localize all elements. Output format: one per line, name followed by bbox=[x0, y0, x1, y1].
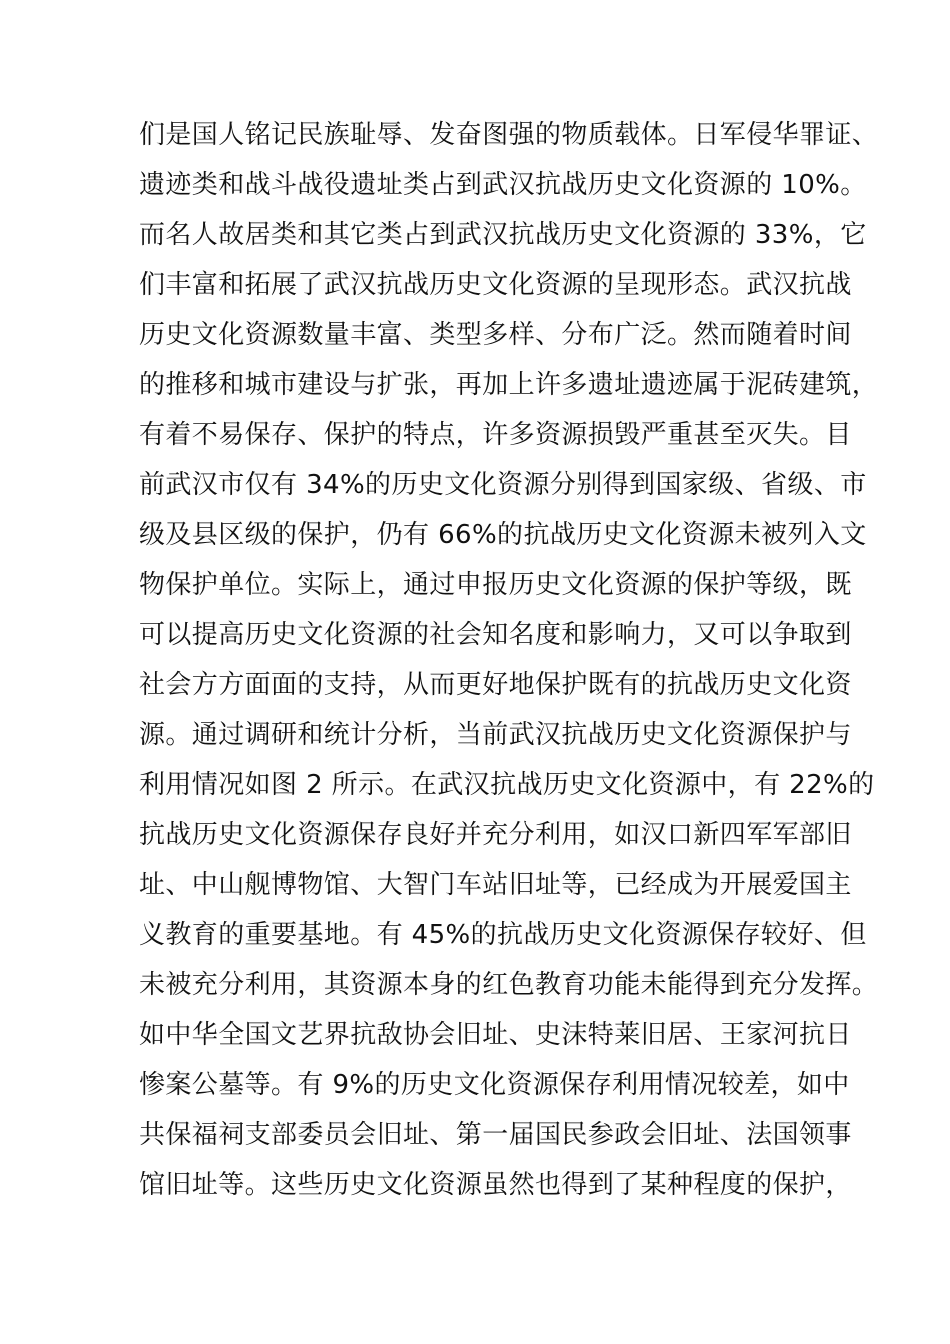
text-line: 历史文化资源数量丰富、类型多样、分布广泛。然而随着时间 bbox=[139, 320, 852, 350]
text-line: 的推移和城市建设与扩张，再加上许多遗址遗迹属于泥砖建筑， bbox=[139, 370, 879, 400]
text-line: 可以提高历史文化资源的社会知名度和影响力，又可以争取到 bbox=[139, 620, 852, 650]
text-line: 抗战历史文化资源保存良好并充分利用，如汉口新四军军部旧 bbox=[139, 820, 852, 850]
text-line: 而名人故居类和其它类占到武汉抗战历史文化资源的 33%，它 bbox=[139, 220, 867, 250]
text-line: 利用情况如图 2 所示。在武汉抗战历史文化资源中，有 22%的 bbox=[139, 770, 875, 800]
text-line: 址、中山舰博物馆、大智门车站旧址等，已经成为开展爱国主 bbox=[139, 870, 852, 900]
text-line: 如中华全国文艺界抗敌协会旧址、史沫特莱旧居、王家河抗日 bbox=[139, 1020, 852, 1050]
text-line: 共保福祠支部委员会旧址、第一届国民参政会旧址、法国领事 bbox=[139, 1120, 852, 1150]
text-line: 们是国人铭记民族耻辱、发奋图强的物质载体。日军侵华罪证、 bbox=[139, 120, 879, 150]
body-paragraph bbox=[139, 110, 879, 1210]
text-line: 馆旧址等。这些历史文化资源虽然也得到了某种程度的保护， bbox=[139, 1170, 852, 1200]
text-line: 级及县区级的保护，仍有 66%的抗战历史文化资源未被列入文 bbox=[139, 520, 867, 550]
text-line: 前武汉市仅有 34%的历史文化资源分别得到国家级、省级、市 bbox=[139, 470, 867, 500]
text-line: 义教育的重要基地。有 45%的抗战历史文化资源保存较好、但 bbox=[139, 920, 867, 950]
text-line: 遗迹类和战斗战役遗址类占到武汉抗战历史文化资源的 10%。 bbox=[139, 170, 867, 200]
text-line: 有着不易保存、保护的特点，许多资源损毁严重甚至灭失。目 bbox=[139, 420, 852, 450]
text-line: 物保护单位。实际上，通过申报历史文化资源的保护等级，既 bbox=[139, 570, 852, 600]
text-line: 源。通过调研和统计分析，当前武汉抗战历史文化资源保护与 bbox=[139, 720, 852, 750]
text-line: 社会方方面面的支持，从而更好地保护既有的抗战历史文化资 bbox=[139, 670, 852, 700]
text-line: 未被充分利用，其资源本身的红色教育功能未能得到充分发挥。 bbox=[139, 970, 879, 1000]
text-line: 们丰富和拓展了武汉抗战历史文化资源的呈现形态。武汉抗战 bbox=[139, 270, 852, 300]
text-line: 惨案公墓等。有 9%的历史文化资源保存利用情况较差，如中 bbox=[139, 1070, 850, 1100]
